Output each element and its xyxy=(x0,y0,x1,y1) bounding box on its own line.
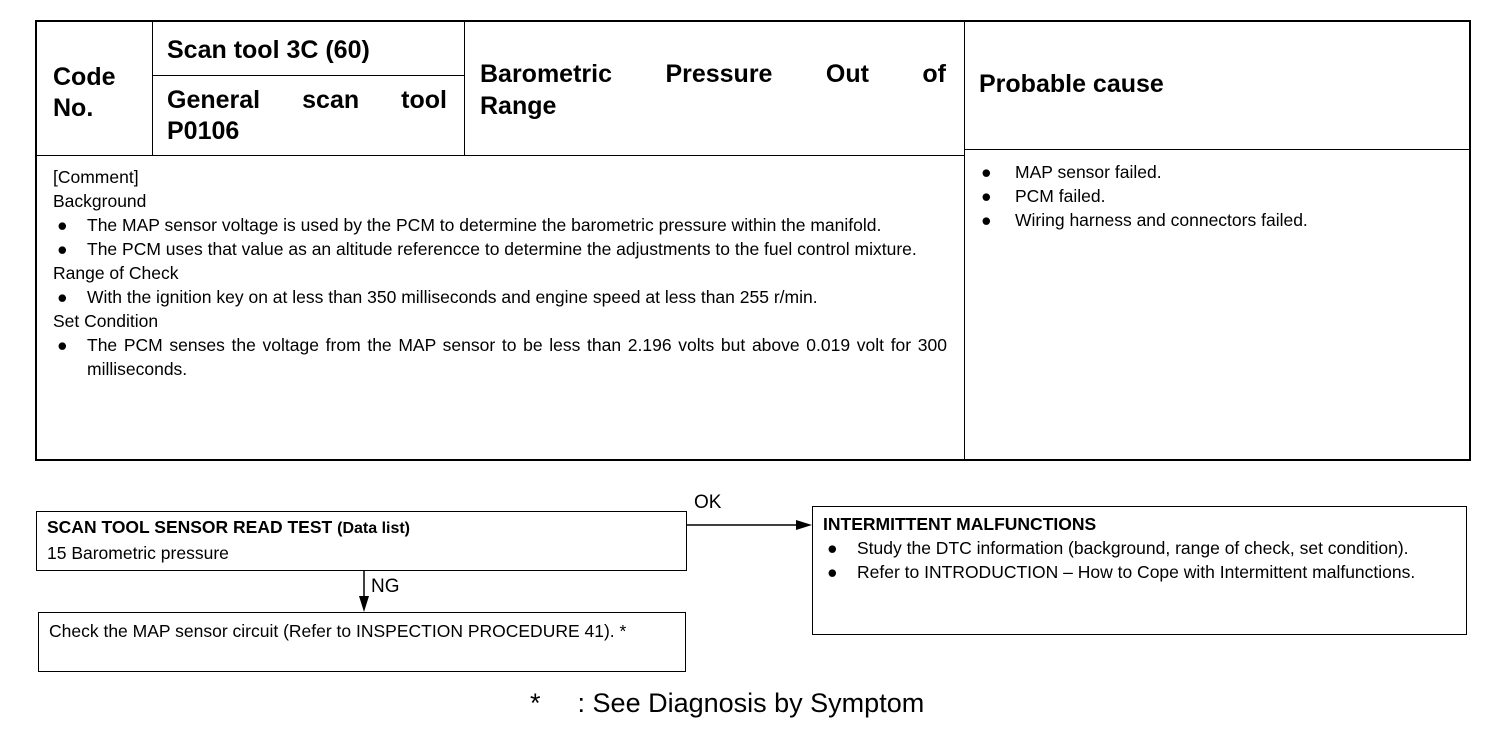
code-no-text: Code No. xyxy=(53,63,116,122)
bullet-icon: ● xyxy=(57,215,68,235)
cause-text: MAP sensor failed. xyxy=(1015,162,1162,182)
intermittent-title: INTERMITTENT MALFUNCTIONS xyxy=(823,514,1097,534)
list-item xyxy=(823,560,1456,584)
bullet-icon: ● xyxy=(827,562,838,582)
ng-label: NG xyxy=(371,576,400,597)
general-scan-tool-label: General scan tool xyxy=(167,86,447,114)
test-title-text: SCAN TOOL SENSOR READ TEST xyxy=(47,517,333,537)
dtc-title-line1: Barometric Pressure Out of xyxy=(480,60,946,88)
cause-text: PCM failed. xyxy=(1015,186,1106,206)
scan-tool-test-box xyxy=(36,511,687,571)
bullet-text: Refer to INTRODUCTION – How to Cope with Intermittent malfunctions. xyxy=(857,562,1416,582)
bullet-text: The PCM uses that value as an altitude referencce to determine the adjustments to the fuel control mixture. xyxy=(87,239,917,259)
bullet-icon: ● xyxy=(981,210,992,230)
bullet-text: The PCM senses the voltage from the MAP sensor to be less than 2.196 volts but above 0.019 volt for 300 milliseconds. xyxy=(87,335,947,379)
ng-arrowhead xyxy=(359,596,369,612)
test-title-suffix: (Data list) xyxy=(337,520,411,537)
dtc-code: P0106 xyxy=(167,117,240,145)
bullet-text: The MAP sensor voltage is used by the PCM to determine the barometric pressure within the manifold. xyxy=(87,215,882,235)
bullet-icon: ● xyxy=(981,162,992,182)
footnote-text: : See Diagnosis by Symptom xyxy=(577,688,925,718)
range-heading: Range of Check xyxy=(53,263,179,283)
bullet-text: Study the DTC information (background, range of check, set condition). xyxy=(857,538,1409,558)
ok-label: OK xyxy=(694,492,722,513)
scan-tool-code: Scan tool 3C (60) xyxy=(167,36,370,64)
bullet-icon: ● xyxy=(981,186,992,206)
comment-label: [Comment] xyxy=(53,167,139,187)
dtc-title-line2: Range xyxy=(480,92,557,120)
background-heading: Background xyxy=(53,191,147,211)
probable-cause-heading: Probable cause xyxy=(979,70,1164,98)
list-item xyxy=(823,536,1456,560)
footnote-marker: * xyxy=(530,688,541,718)
bullet-icon: ● xyxy=(57,239,68,259)
ok-arrowhead xyxy=(796,520,812,530)
bullet-icon: ● xyxy=(57,287,68,307)
test-title xyxy=(47,515,676,541)
bullet-text: With the ignition key on at less than 350 milliseconds and engine speed at less than 255 r/min. xyxy=(87,287,818,307)
set-condition-heading: Set Condition xyxy=(53,311,159,331)
bullet-icon: ● xyxy=(827,538,838,558)
intermittent-malfunctions-box xyxy=(812,506,1467,635)
cause-text: Wiring harness and connectors failed. xyxy=(1015,210,1308,230)
footnote xyxy=(530,688,924,719)
check-circuit-box: Check the MAP sensor circuit (Refer to INSPECTION PROCEDURE 41). * xyxy=(38,612,686,672)
bullet-icon: ● xyxy=(57,335,68,355)
test-item: 15 Barometric pressure xyxy=(47,543,229,563)
